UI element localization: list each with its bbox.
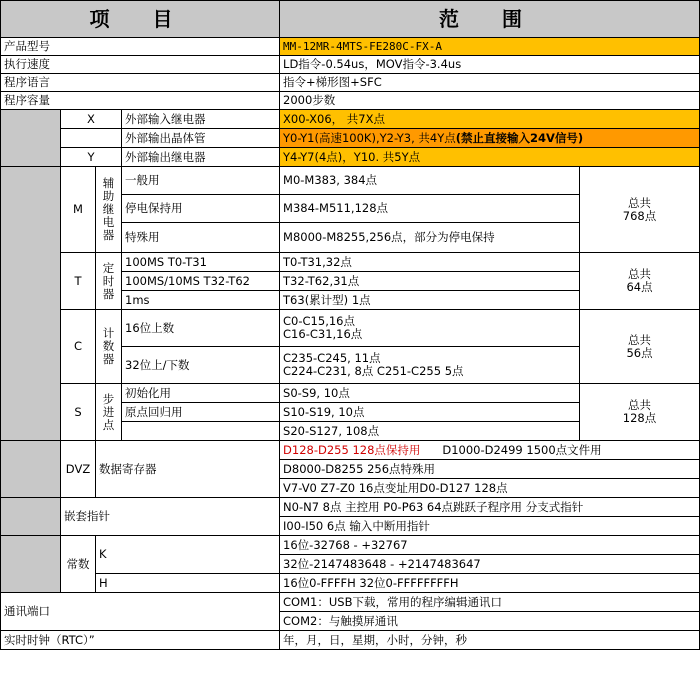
row-rtc (1, 631, 700, 650)
m-total-value: 768点 (622, 208, 657, 223)
y-label: 外部输出继电器 (122, 148, 280, 167)
const-k-line-2: 32位-2147483648 - +2147483647 (280, 555, 700, 574)
s-item-label (122, 422, 280, 441)
lang-label: 程序语言 (1, 74, 280, 92)
s-item-value: S0-S9, 10点 (280, 384, 580, 403)
speed-label: 执行速度 (1, 56, 280, 74)
transistor-range: Y0-Y1(高速100K),Y2-Y3, 共4Y点 (283, 130, 456, 145)
m-item-label: 一般用 (122, 167, 280, 195)
m-total (580, 167, 700, 253)
nest-line-2: I00-I50 6点 输入中断用指针 (280, 517, 700, 536)
c-item-line: C16-C31,16点 (283, 327, 363, 341)
transistor-warning: (禁止直接输入24V信号) (455, 130, 584, 145)
c-group-char: 器 (102, 352, 115, 366)
const-h-line: 16位0-FFFFH 32位0-FFFFFFFFH (280, 574, 700, 593)
lang-value: 指令+梯形图+SFC (280, 74, 700, 92)
y-code: Y (61, 148, 122, 167)
row-transistor (1, 129, 700, 148)
d-code: DVZ (61, 441, 96, 498)
t-group-label (96, 253, 122, 310)
s-item-value: S20-S127, 108点 (280, 422, 580, 441)
s-group-char: 点 (102, 417, 115, 432)
s-item-label: 初始化用 (122, 384, 280, 403)
m-item-value: M8000-M8255,256点，部分为停电保持 (280, 223, 580, 253)
row-d-1 (1, 441, 700, 460)
d-line-3: V7-V0 Z7-Z0 16点变址用D0-D127 128点 (280, 479, 700, 498)
t-group-char: 定 (102, 260, 115, 275)
c-code: C (61, 310, 96, 384)
t-item-value: T63(累计型) 1点 (280, 291, 580, 310)
t-item-label: 1ms (122, 291, 280, 310)
row-m-1 (1, 167, 700, 195)
capacity-label: 程序容量 (1, 92, 280, 110)
m-item-label: 停电保持用 (122, 195, 280, 223)
row-speed (1, 56, 700, 74)
io-group-cell (1, 110, 61, 167)
row-model (1, 38, 700, 56)
c-total-label: 总共 (628, 332, 652, 347)
t-total-value: 64点 (626, 280, 653, 294)
m-group-char: 助 (102, 189, 115, 203)
rtc-value: 年，月，日，星期，小时，分钟，秒 (280, 631, 700, 650)
row-const-k1 (1, 536, 700, 555)
d-line-1 (280, 441, 700, 460)
c-item-line: C0-C15,16点 (283, 314, 355, 328)
transistor-label: 外部输出晶体管 (122, 129, 280, 148)
c-item-value (280, 310, 580, 347)
x-code: X (61, 110, 122, 129)
comm-line-1: COM1：USB下载，常用的程序编辑通讯口 (280, 593, 700, 612)
x-label: 外部输入继电器 (122, 110, 280, 129)
m-total-label: 总共 (628, 195, 652, 210)
s-code: S (61, 384, 96, 441)
s-total-label: 总共 (628, 398, 652, 412)
c-item-line: C235-C245, 11点 (283, 351, 381, 365)
x-value: X00-X06， 共7X点 (280, 110, 700, 129)
c-group-char: 数 (102, 339, 115, 353)
m-group-label (96, 167, 122, 253)
const-group-cell (1, 536, 61, 593)
row-t-1 (1, 253, 700, 272)
nest-label: 嵌套指针 (61, 498, 280, 536)
rtc-label: 实时时钟（RTC）” (1, 631, 280, 650)
c-group-label (96, 310, 122, 384)
d-line-1-rest: D1000-D2499 1500点文件用 (442, 442, 602, 457)
m-item-label: 特殊用 (122, 223, 280, 253)
m-item-value: M0-M383, 384点 (280, 167, 580, 195)
t-group-char: 器 (102, 286, 115, 301)
row-nest-1 (1, 498, 700, 517)
d-group-cell (1, 441, 61, 498)
y-value: Y4-Y7(4点)，Y10. 共5Y点 (280, 148, 700, 167)
d-line-1-red: D128-D255 128点保持用 (283, 442, 421, 457)
header-row (1, 1, 700, 38)
transistor-value (280, 129, 700, 148)
s-total-value: 128点 (622, 411, 657, 425)
t-item-label: 100MS/10MS T32-T62 (122, 272, 280, 291)
d-label: 数据寄存器 (96, 441, 280, 498)
comm-label: 通讯端口 (1, 593, 280, 631)
row-c-1 (1, 310, 700, 347)
const-k: K (96, 536, 280, 574)
t-item-label: 100MS T0-T31 (122, 253, 280, 272)
t-group-char: 时 (102, 273, 115, 288)
model-label: 产品型号 (1, 38, 280, 56)
m-group-char: 器 (102, 228, 115, 242)
s-group-char: 进 (102, 404, 115, 419)
c-item-value (280, 347, 580, 384)
row-s-1 (1, 384, 700, 403)
m-item-value: M384-M511,128点 (280, 195, 580, 223)
c-item-label: 32位上/下数 (122, 347, 280, 384)
header-item: 项 目 (1, 1, 280, 38)
t-total-label: 总共 (628, 267, 652, 281)
nest-line-1: N0-N7 8点 主控用 P0-P63 64点跳跃子程序用 分支式指针 (280, 498, 700, 517)
m-group-char: 电 (102, 215, 115, 229)
comm-line-2: COM2：与触摸屏通讯 (280, 612, 700, 631)
row-comm-1 (1, 593, 700, 612)
const-h: H (96, 574, 280, 593)
m-t-c-s-group-cell (1, 167, 61, 441)
t-item-value: T32-T62,31点 (280, 272, 580, 291)
const-k-line-1: 16位-32768 - +32767 (280, 536, 700, 555)
c-item-label: 16位上数 (122, 310, 280, 347)
row-lang (1, 74, 700, 92)
s-item-label: 原点回归用 (122, 403, 280, 422)
c-item-line: C224-C231, 8点 C251-C255 5点 (283, 364, 464, 378)
nest-group-cell (1, 498, 61, 536)
s-group-char: 步 (102, 391, 115, 406)
m-group-char: 辅 (102, 176, 115, 190)
const-label: 常数 (61, 536, 96, 593)
t-code: T (61, 253, 96, 310)
c-total-value: 56点 (626, 345, 653, 360)
c-total (580, 310, 700, 384)
row-capacity (1, 92, 700, 110)
row-y-output (1, 148, 700, 167)
m-group-char: 继 (102, 202, 115, 216)
speed-value: LD指令-0.54us，MOV指令-3.4us (280, 56, 700, 74)
transistor-code (61, 129, 122, 148)
row-x-input (1, 110, 700, 129)
d-line-2: D8000-D8255 256点特殊用 (280, 460, 700, 479)
s-total (580, 384, 700, 441)
s-group-label (96, 384, 122, 441)
m-code: M (61, 167, 96, 253)
c-group-char: 计 (102, 326, 115, 340)
s-item-value: S10-S19, 10点 (280, 403, 580, 422)
capacity-value: 2000步数 (280, 92, 700, 110)
model-value: MM-12MR-4MTS-FE280C-FX-A (280, 38, 700, 56)
row-const-h (1, 574, 700, 593)
t-item-value: T0-T31,32点 (280, 253, 580, 272)
t-total (580, 253, 700, 310)
header-range: 范 围 (280, 1, 700, 38)
